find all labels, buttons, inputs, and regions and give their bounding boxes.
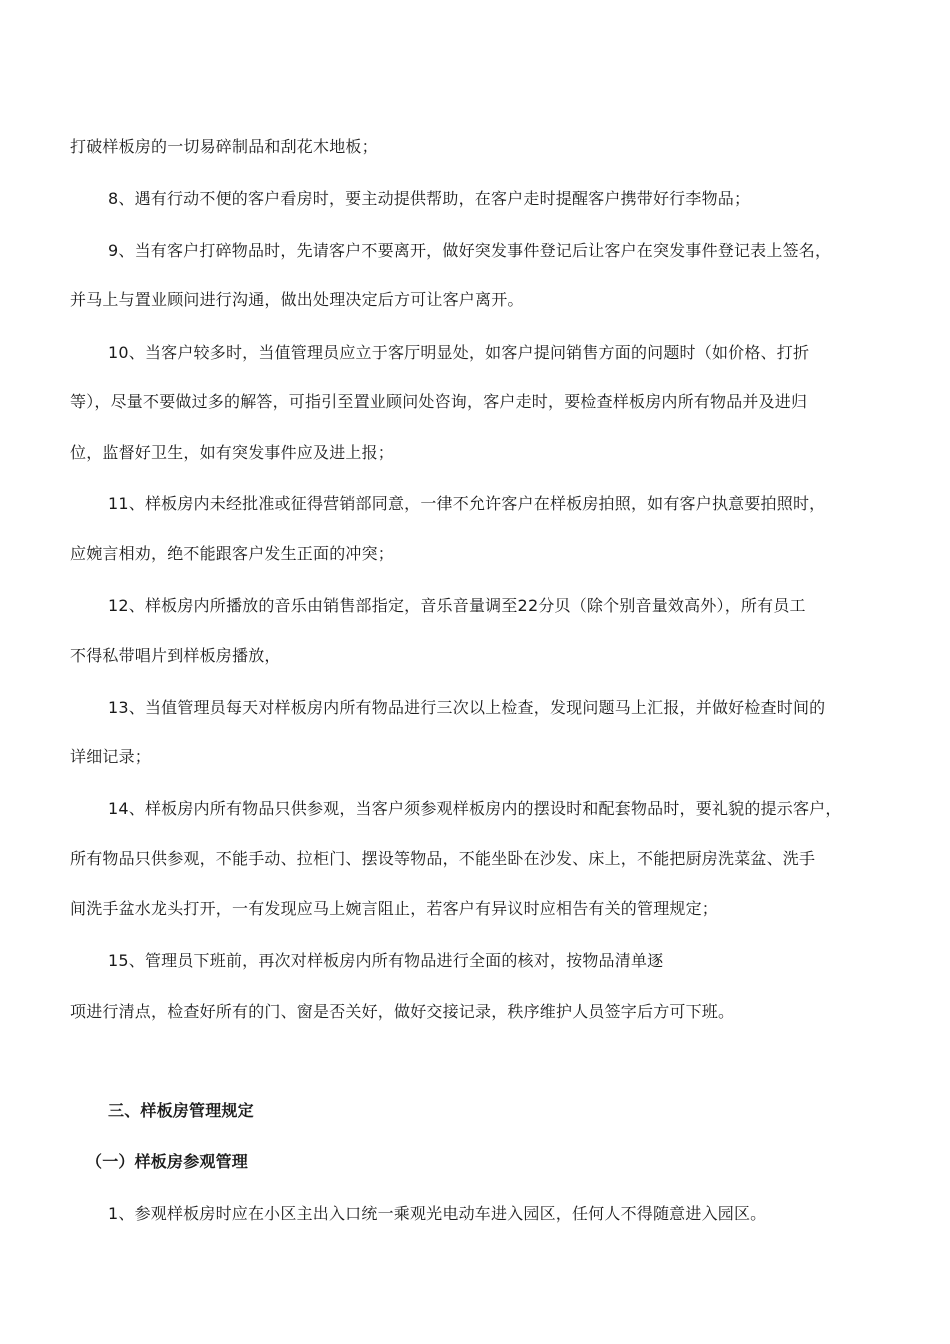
paragraph-line: 所有物品只供参观，不能手动、拉柜门、摆设等物品，不能坐卧在沙发、床上，不能把厨房洗菜盆、洗手 xyxy=(70,849,816,868)
paragraph-line: 等），尽量不要做过多的解答，可指引至置业顾问处咨询，客户走时，要检查样板房内所有物品并及进归 xyxy=(70,392,808,411)
paragraph-line: 间洗手盆水龙头打开，一有发现应马上婉言阻止，若客户有异议时应相告有关的管理规定； xyxy=(70,899,719,918)
paragraph-line: 11、样板房内未经批准或征得营销部同意，一律不允许客户在样板房拍照，如有客户执意要拍照时， xyxy=(108,494,826,513)
paragraph-line: 12、样板房内所播放的音乐由销售部指定，音乐音量调至22分贝（除个别音量效高外），所有员工 xyxy=(108,596,806,615)
paragraph-line: 14、样板房内所有物品只供参观，当客户须参观样板房内的摆设时和配套物品时，要礼貌的提示客户， xyxy=(108,799,842,818)
paragraph-line: 打破样板房的一切易碎制品和刮花木地板； xyxy=(70,137,378,156)
paragraph-line: 不得私带唱片到样板房播放， xyxy=(70,646,281,665)
paragraph-line: 9、当有客户打碎物品时，先请客户不要离开，做好突发事件登记后让客户在突发事件登记表上签名， xyxy=(108,241,832,260)
paragraph-line: 并马上与置业顾问进行沟通，做出处理决定后方可让客户离开。 xyxy=(70,290,524,309)
paragraph-line: 位，监督好卫生，如有突发事件应及进上报； xyxy=(70,443,395,462)
section-heading: 三、样板房管理规定 xyxy=(108,1101,254,1120)
paragraph-line: 10、当客户较多时，当值管理员应立于客厅明显处，如客户提问销售方面的问题时（如价格、打折 xyxy=(108,343,810,362)
paragraph-line: 1、参观样板房时应在小区主出入口统一乘观光电动车进入园区，任何人不得随意进入园区。 xyxy=(108,1204,767,1223)
paragraph-line: 项进行清点，检查好所有的门、窗是否关好，做好交接记录，秩序维护人员签字后方可下班。 xyxy=(70,1002,735,1021)
paragraph-line: 13、当值管理员每天对样板房内所有物品进行三次以上检查，发现问题马上汇报，并做好检查时间的 xyxy=(108,698,826,717)
paragraph-line: 15、管理员下班前，再次对样板房内所有物品进行全面的核对，按物品清单逐 xyxy=(108,951,664,970)
paragraph-line: 8、遇有行动不便的客户看房时，要主动提供帮助，在客户走时提醒客户携带好行李物品； xyxy=(108,189,751,208)
subsection-heading: （一）样板房参观管理 xyxy=(86,1152,249,1171)
paragraph-line: 详细记录； xyxy=(70,747,152,766)
paragraph-line: 应婉言相劝，绝不能跟客户发生正面的冲突； xyxy=(70,544,395,563)
